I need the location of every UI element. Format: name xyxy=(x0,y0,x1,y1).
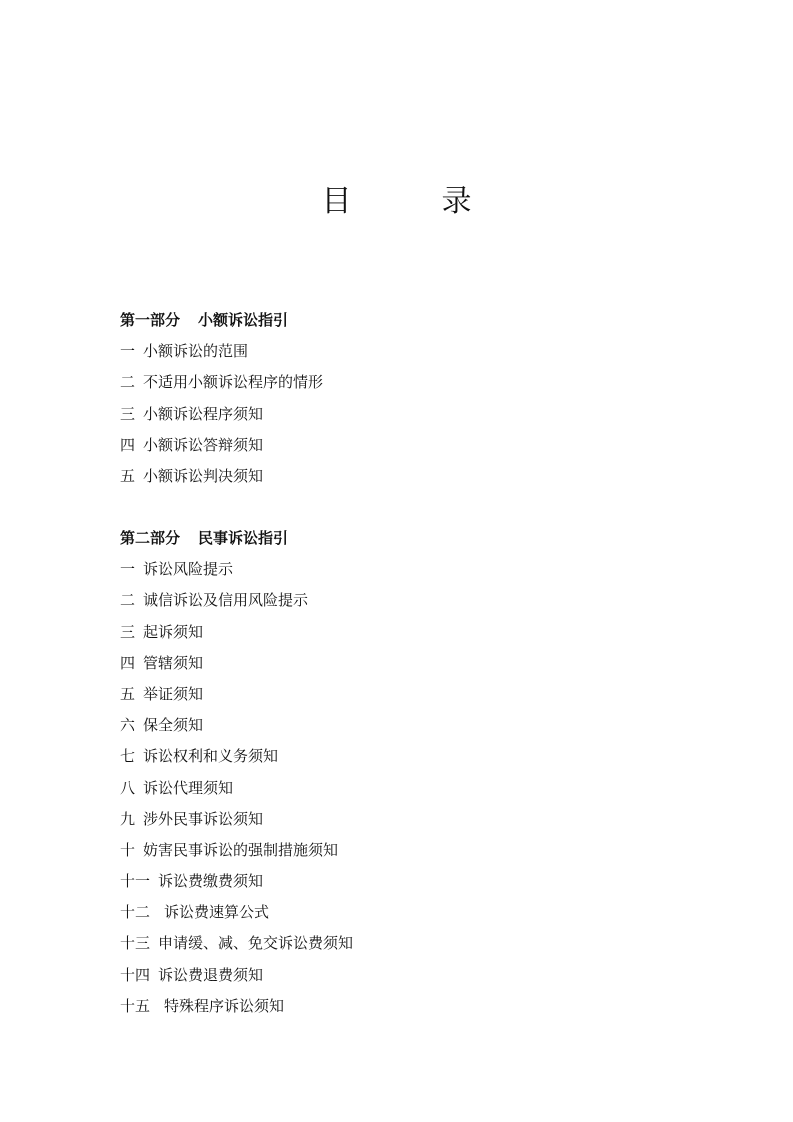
section-heading xyxy=(120,310,720,330)
toc-item[interactable] xyxy=(120,548,720,579)
toc-item-text: 起诉须知 xyxy=(143,622,204,641)
section-heading-title: 民事诉讼指引 xyxy=(198,529,289,547)
section-heading-part: 第一部分 xyxy=(120,311,181,329)
toc-item[interactable] xyxy=(120,766,720,797)
toc-item-text: 举证须知 xyxy=(143,684,204,703)
toc-item-number: 十 xyxy=(120,840,136,859)
section-heading xyxy=(120,528,720,548)
toc-item[interactable] xyxy=(120,673,720,704)
toc-item-number: 一 xyxy=(120,560,136,579)
toc-item-number: 十三 xyxy=(120,934,151,953)
toc-item[interactable] xyxy=(120,455,720,486)
toc-item[interactable] xyxy=(120,361,720,392)
toc-item-number: 二 xyxy=(120,591,136,610)
toc-item[interactable] xyxy=(120,860,720,891)
toc-item-text: 小额诉讼判决须知 xyxy=(143,466,264,485)
toc-item-number: 四 xyxy=(120,653,136,672)
toc-item-number: 一 xyxy=(120,342,136,361)
toc-item[interactable] xyxy=(120,922,720,953)
section-heading-part: 第二部分 xyxy=(120,529,181,547)
toc-item-text: 诉讼费缴费须知 xyxy=(158,872,264,891)
toc-item-number: 五 xyxy=(120,466,136,485)
toc-item-text: 诉讼费退费须知 xyxy=(158,965,264,984)
toc-item[interactable] xyxy=(120,829,720,860)
toc-item[interactable] xyxy=(120,424,720,455)
toc-section-part-two xyxy=(120,528,720,1016)
toc-item-number: 十一 xyxy=(120,872,151,891)
toc-item[interactable] xyxy=(120,735,720,766)
toc-item[interactable] xyxy=(120,642,720,673)
toc-item-number: 十二 xyxy=(120,903,151,922)
toc-item-text: 诉讼权利和义务须知 xyxy=(143,747,279,766)
toc-item-number: 三 xyxy=(120,404,136,423)
toc-item-text: 申请缓、减、免交诉讼费须知 xyxy=(158,934,354,953)
toc-item-text: 特殊程序诉讼须知 xyxy=(164,996,285,1015)
toc-item-text: 保全须知 xyxy=(143,716,204,735)
toc-section-part-one xyxy=(120,310,720,486)
toc-item[interactable] xyxy=(120,985,720,1016)
toc-item[interactable] xyxy=(120,953,720,984)
toc-item[interactable] xyxy=(120,891,720,922)
toc-item[interactable] xyxy=(120,579,720,610)
toc-item[interactable] xyxy=(120,798,720,829)
toc-list xyxy=(120,548,720,1016)
toc-item-number: 四 xyxy=(120,435,136,454)
toc-item-text: 诉讼代理须知 xyxy=(143,778,234,797)
toc-item-text: 小额诉讼的范围 xyxy=(143,342,249,361)
section-heading-title: 小额诉讼指引 xyxy=(198,311,289,329)
toc-item-text: 管辖须知 xyxy=(143,653,204,672)
toc-item-number: 八 xyxy=(120,778,136,797)
toc-list xyxy=(120,330,720,486)
toc-item-number: 二 xyxy=(120,373,136,392)
toc-item-text: 不适用小额诉讼程序的情形 xyxy=(143,373,324,392)
toc-item[interactable] xyxy=(120,610,720,641)
toc-item-text: 小额诉讼程序须知 xyxy=(143,404,264,423)
toc-item-number: 七 xyxy=(120,747,136,766)
toc-item[interactable] xyxy=(120,392,720,423)
toc-item[interactable] xyxy=(120,704,720,735)
toc-item-text: 小额诉讼答辩须知 xyxy=(143,435,264,454)
toc-item-text: 诉讼费速算公式 xyxy=(164,903,270,922)
toc-item-number: 十四 xyxy=(120,965,151,984)
toc-item-number: 六 xyxy=(120,716,136,735)
toc-item[interactable] xyxy=(120,330,720,361)
toc-item-number: 五 xyxy=(120,684,136,703)
toc-item-number: 三 xyxy=(120,622,136,641)
toc-item-number: 十五 xyxy=(120,996,151,1015)
page-title: 目 录 xyxy=(321,184,502,219)
toc-item-text: 妨害民事诉讼的强制措施须知 xyxy=(143,840,339,859)
toc-item-number: 九 xyxy=(120,809,136,828)
toc-item-text: 诚信诉讼及信用风险提示 xyxy=(143,591,309,610)
toc-item-text: 涉外民事诉讼须知 xyxy=(143,809,264,828)
toc-item-text: 诉讼风险提示 xyxy=(143,560,234,579)
